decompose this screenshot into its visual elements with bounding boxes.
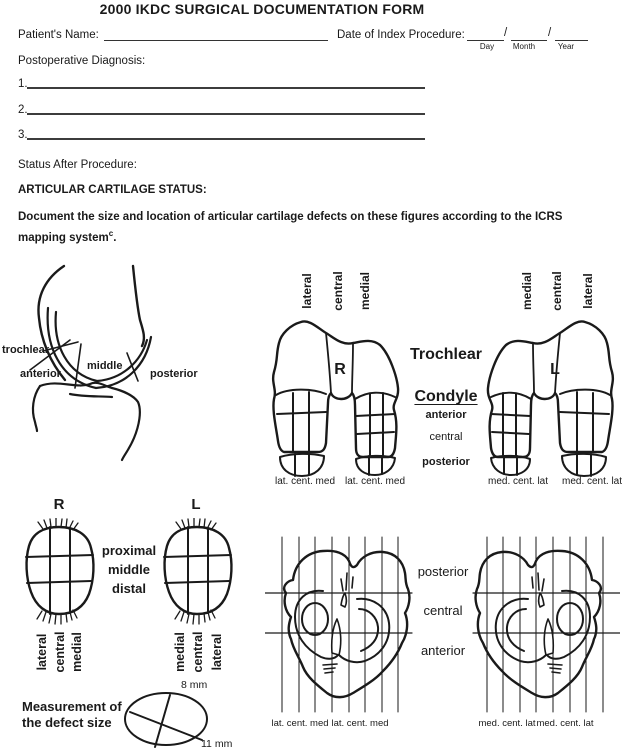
articular-cartilage-heading: ARTICULAR CARTILAGE STATUS:	[18, 184, 207, 196]
condyle-grid-medial	[355, 393, 395, 456]
diagnosis-number-1: 1.	[18, 78, 28, 90]
diagnosis-number-3: 3.	[18, 129, 28, 141]
femur-right-medial-label: medial	[358, 272, 372, 311]
tibia-right-side-figure[interactable]	[470, 535, 620, 715]
tibia-left-lat-cent-med-label-2: lat. cent. med	[331, 718, 389, 729]
measurement-caption-line-1: Measurement of	[22, 699, 122, 714]
femur-left-med-cent-lat-label-2: med. cent. lat	[561, 476, 623, 487]
date-separator: /	[504, 27, 508, 39]
condyle-central-label: central	[429, 431, 463, 443]
patella-left-central-label: central	[191, 631, 205, 673]
diagnosis-number-2: 2.	[18, 104, 28, 116]
defect-minor-axis-value: 8 mm	[181, 679, 208, 691]
date-year-unit-label: Year	[557, 42, 575, 51]
condyle-heading: Condyle	[414, 388, 478, 405]
femur-right-lateral-label: lateral	[300, 273, 314, 309]
condyle-posterior-label: posterior	[422, 456, 470, 468]
tibia-right-med-cent-lat-label-1: med. cent. lat	[478, 718, 536, 729]
sagittal-posterior-label: posterior	[150, 368, 198, 380]
tibia-sagittal-outline	[33, 383, 140, 460]
condyle-grid-lateral	[276, 390, 326, 451]
date-of-index-procedure-label: Date of Index Procedure:	[337, 29, 465, 41]
tibia-left-lat-cent-med-label-1: lat. cent. med	[271, 718, 329, 729]
date-day-field[interactable]	[467, 28, 504, 41]
measurement-caption-line-2: the defect size	[22, 715, 112, 730]
postoperative-diagnosis-label: Postoperative Diagnosis:	[18, 55, 146, 67]
patient-name-label: Patient's Name:	[18, 29, 99, 41]
patella-right-figure[interactable]	[20, 518, 100, 628]
sagittal-middle-label: middle	[87, 360, 123, 372]
defect-minor-axis-line	[155, 695, 170, 747]
femur-right-central-label: central	[331, 271, 345, 311]
tibia-right-med-cent-lat-label-2: med. cent. lat	[536, 718, 594, 729]
femur-left-med-cent-lat-label-1: med. cent. lat	[487, 476, 549, 487]
patella-outline	[27, 527, 94, 614]
patella-left-letter: L	[191, 496, 201, 513]
date-year-field[interactable]	[555, 28, 588, 41]
date-day-unit-label: Day	[479, 42, 495, 51]
patient-name-field[interactable]	[104, 28, 328, 41]
tibia-posterior-label: posterior	[417, 564, 469, 579]
patella-distal-label: distal	[112, 581, 146, 596]
patella-proximal-label: proximal	[101, 543, 157, 558]
patella-right-central-label: central	[53, 631, 67, 673]
tibia-central-label: central	[423, 603, 463, 618]
femur-left-figure[interactable]	[478, 315, 618, 490]
femur-right-lat-cent-med-label-2: lat. cent. med	[344, 476, 406, 487]
femur-left-central-label: central	[550, 271, 564, 311]
patella-right-lateral-label: lateral	[35, 633, 49, 671]
patella-left-figure[interactable]	[158, 518, 238, 628]
date-month-unit-label: Month	[512, 42, 536, 51]
femur-left-medial-label: medial	[520, 272, 534, 311]
femur-left-lateral-label: lateral	[581, 273, 595, 309]
instruction-line-1: Document the size and location of articular cartilage defects on these figures according to the ICRS	[18, 211, 563, 223]
trochlear-heading: Trochlear	[409, 346, 483, 363]
diagnosis-line-2[interactable]	[27, 113, 425, 115]
patella-right-letter: R	[53, 496, 65, 513]
patella-right-medial-label: medial	[70, 632, 84, 672]
tibia-left-side-figure[interactable]	[265, 535, 415, 715]
patella-middle-label: middle	[108, 562, 150, 577]
date-separator: /	[548, 27, 552, 39]
sagittal-anterior-label: anterior	[20, 368, 61, 380]
date-month-field[interactable]	[511, 28, 547, 41]
instruction-line-2-text: mapping system	[18, 231, 109, 244]
patella-left-lateral-label: lateral	[210, 633, 224, 671]
instruction-period: .	[113, 231, 117, 244]
defect-major-axis-line	[130, 712, 202, 740]
page-title: 2000 IKDC SURGICAL DOCUMENTATION FORM	[99, 1, 425, 17]
femur-left-letter: L	[550, 361, 560, 378]
condyle-anterior-label: anterior	[425, 409, 467, 421]
defect-major-axis-value: 11 mm	[201, 738, 233, 750]
status-after-procedure-label: Status After Procedure:	[18, 159, 137, 171]
instruction-footnote-marker: c	[108, 229, 114, 238]
patella-left-medial-label: medial	[173, 632, 187, 672]
femur-right-figure[interactable]	[268, 315, 408, 490]
tibia-anterior-label: anterior	[420, 643, 466, 658]
instruction-line-2	[18, 227, 116, 245]
diagnosis-line-3[interactable]	[27, 138, 425, 140]
diagnosis-line-1[interactable]	[27, 87, 425, 89]
sagittal-trochlear-label: trochlear	[2, 344, 50, 356]
femur-right-lat-cent-med-label-1: lat. cent. med	[274, 476, 336, 487]
femur-right-letter: R	[334, 361, 346, 378]
